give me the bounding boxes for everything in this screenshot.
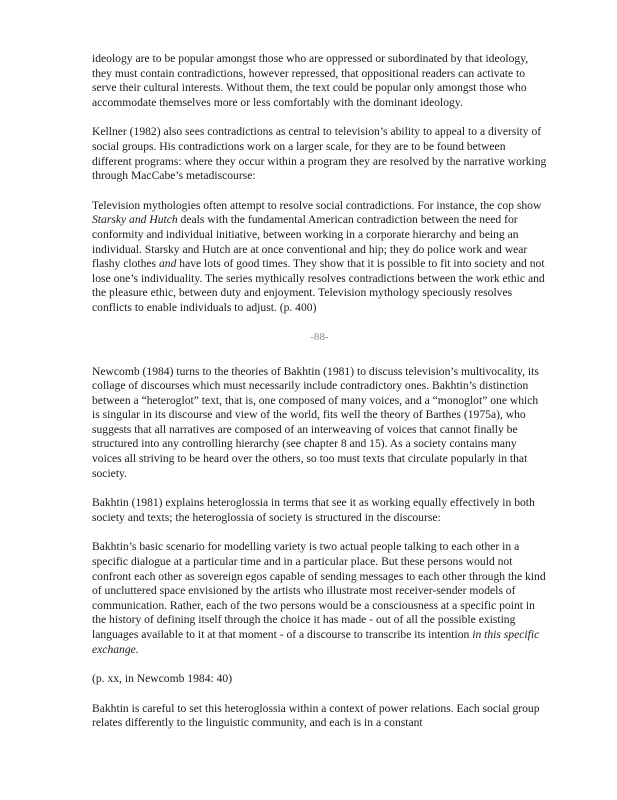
block-quote-kellner [92,199,547,316]
quote-title-italic: Starsky and Hutch [92,213,178,227]
block-quote-bakhtin [92,540,547,657]
paragraph-ideology: ideology are to be popular amongst those who are oppressed or subordinated by that ideology, they must contain contradictions, however repressed, that oppositional readers can activate to serve their cultural interests. Without them, the text could be popular only amongst those who accommodate themselves more or less comfortably with the dominant ideology. [92,52,529,109]
quote-emphasis: and [158,257,177,271]
paragraph-power-relations: Bakhtin is careful to set this heteroglossia within a context of power relations. Each social group relates differently to the linguistic community, and each is in a constant [92,701,540,730]
quote-text: Television mythologies often attempt to resolve social contradictions. For instance, the cop show [92,198,542,212]
quote-text: have lots of good times. They show that it is possible to fit into society and not lose one’s individuality. The series mythically resolves contradictions between the work ethic and the pleasure ethic, between duty and enjoyment. Television mythology speciously resolves conflicts to enable individuals to adjust. (p. 400) [92,257,545,314]
citation: (p. xx, in Newcomb 1984: 40) [92,672,233,686]
quote-emphasis: in this specific exchange. [92,628,540,656]
quote-text: Bakhtin’s basic scenario for modelling variety is two actual people talking to each other in a specific dialogue at a particular time and in a particular place. But these persons would not confront each other as sovereign egos capable of sending messages to each other through the kind of uncluttered space envisioned by the artists who illustrate most receiver-sender models of communication. Rather, each of the two persons would be a consciousness at a specific point in the history of defining itself through the choice it has made - out of all the possible existing languages available to it at that moment - of a discourse to transcribe its intention [92,540,546,641]
page-number: -88- [310,330,329,343]
paragraph-newcomb: Newcomb (1984) turns to the theories of Bakhtin (1981) to discuss television’s multivocality, its collage of discourses which must necessarily include contradictory ones. Bakhtin’s distinction between a “heteroglot” text, that is, one composed of many voices, and a “monoglot” one which is singular in its discourse and view of the world, fits well the theory of Barthes (1975a), who suggests that all narratives are composed of an interweaving of voices that cannot finally be structured into any controlling hierarchy (see chapter 8 and 15). As a society contains many voices all striving to be heard over the others, so too must texts that circulate popularly in that society. [92,364,539,480]
quote-text: deals with the fundamental American contradiction between the need for conformity and individual initiative, between working in a corporate hierarchy and being an individual. Starsky and Hutch are at once conventional and hip; they do police work and wear flashy clothes [92,213,528,271]
paragraph-bakhtin: Bakhtin (1981) explains heteroglossia in terms that see it as working equally effectively in both society and texts; the heteroglossia of society is structured in the discourse: [92,496,535,524]
paragraph-kellner: Kellner (1982) also sees contradictions as central to television’s ability to appeal to a diversity of social groups. His contradictions work on a larger scale, for they are to be found between different programs: where they occur within a program they are resolved by the narrative working through MacCabe’s metadiscourse: [92,125,547,183]
